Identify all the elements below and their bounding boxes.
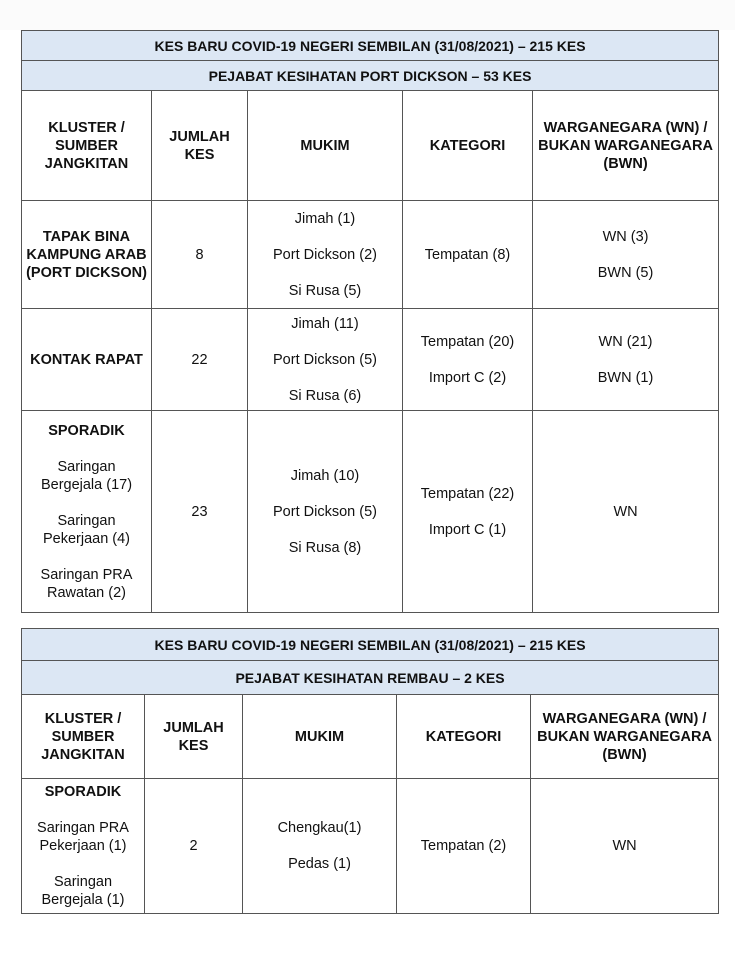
kategori-item: Tempatan (8)	[424, 246, 511, 263]
mukim-item: Jimah (10)	[290, 467, 360, 484]
mukim-item: Port Dickson (5)	[273, 351, 377, 368]
jumlah-cell: 8	[152, 201, 248, 309]
col-header-mukim: MUKIM	[243, 695, 397, 779]
table-row	[22, 779, 719, 914]
warga-cell	[531, 779, 719, 914]
col-header-warganegara: WARGANEGARA (WN) / BUKAN WARGANEGARA (BWN)	[531, 695, 719, 779]
mukim-item: Si Rusa (8)	[288, 539, 362, 556]
mukim-item: Si Rusa (5)	[288, 282, 362, 299]
source-cell: TAPAK BINA KAMPUNG ARAB (PORT DICKSON)	[22, 201, 152, 309]
kategori-item: Tempatan (22)	[420, 485, 515, 502]
source-cell	[22, 411, 152, 613]
kategori-cell	[403, 201, 533, 309]
mukim-item: Pedas (1)	[288, 856, 351, 872]
mukim-item: Si Rusa (6)	[288, 387, 362, 404]
source-title: SPORADIK	[48, 422, 125, 439]
col-header-kluster: KLUSTER / SUMBER JANGKITAN	[22, 695, 145, 779]
office-title: PEJABAT KESIHATAN PORT DICKSON – 53 KES	[22, 61, 719, 91]
warga-item: WN	[613, 503, 638, 520]
mukim-item: Jimah (11)	[291, 315, 359, 332]
source-detail: Saringan Bergejala (17)	[40, 458, 133, 493]
warga-cell	[533, 411, 719, 613]
source-detail: Saringan PRA Rawatan (2)	[40, 566, 133, 601]
case-table-port-dickson	[21, 30, 719, 613]
mukim-item: Chengkau(1)	[277, 820, 362, 836]
col-header-mukim: MUKIM	[248, 91, 403, 201]
col-header-kategori: KATEGORI	[403, 91, 533, 201]
mukim-cell	[248, 309, 403, 411]
table-row	[22, 411, 719, 613]
source-detail: Saringan Pekerjaan (4)	[42, 512, 131, 547]
kategori-item: Tempatan (20)	[420, 333, 515, 350]
source-cell: KONTAK RAPAT	[22, 309, 152, 411]
jumlah-cell: 22	[152, 309, 248, 411]
kategori-item: Import C (1)	[428, 521, 507, 538]
jumlah-cell: 23	[152, 411, 248, 613]
mukim-cell	[243, 779, 397, 914]
source-detail: Saringan PRA Pekerjaan (1)	[37, 820, 129, 854]
mukim-item: Jimah (1)	[294, 210, 356, 227]
kategori-item: Tempatan (2)	[420, 838, 507, 854]
warga-item: WN (3)	[602, 228, 649, 245]
table-title: KES BARU COVID-19 NEGERI SEMBILAN (31/08/2021) – 215 KES	[22, 629, 719, 661]
table-row	[22, 309, 719, 411]
table-title: KES BARU COVID-19 NEGERI SEMBILAN (31/08/2021) – 215 KES	[22, 31, 719, 61]
warga-cell	[533, 201, 719, 309]
mukim-item: Port Dickson (2)	[273, 246, 377, 263]
mukim-cell	[248, 411, 403, 613]
mukim-cell	[248, 201, 403, 309]
case-table-rembau	[21, 628, 719, 914]
warga-item: WN	[612, 838, 637, 854]
kategori-cell	[403, 411, 533, 613]
kategori-cell	[403, 309, 533, 411]
warga-item: BWN (1)	[597, 369, 654, 386]
mukim-item: Port Dickson (5)	[273, 503, 377, 520]
col-header-kategori: KATEGORI	[397, 695, 531, 779]
kategori-cell	[397, 779, 531, 914]
kategori-item: Import C (2)	[428, 369, 507, 386]
warga-item: BWN (5)	[597, 264, 654, 281]
source-title: SPORADIK	[44, 784, 122, 800]
col-header-warganegara: WARGANEGARA (WN) / BUKAN WARGANEGARA (BWN)	[533, 91, 719, 201]
office-title: PEJABAT KESIHATAN REMBAU – 2 KES	[22, 661, 719, 695]
source-detail: Saringan Bergejala (1)	[41, 874, 125, 908]
jumlah-cell: 2	[145, 779, 243, 914]
warga-cell	[533, 309, 719, 411]
table-row	[22, 201, 719, 309]
col-header-jumlah: JUMLAH KES	[152, 91, 248, 201]
page-top-margin	[0, 0, 735, 30]
source-cell	[22, 779, 145, 914]
warga-item: WN (21)	[598, 333, 653, 350]
col-header-jumlah: JUMLAH KES	[145, 695, 243, 779]
col-header-kluster: KLUSTER / SUMBER JANGKITAN	[22, 91, 152, 201]
